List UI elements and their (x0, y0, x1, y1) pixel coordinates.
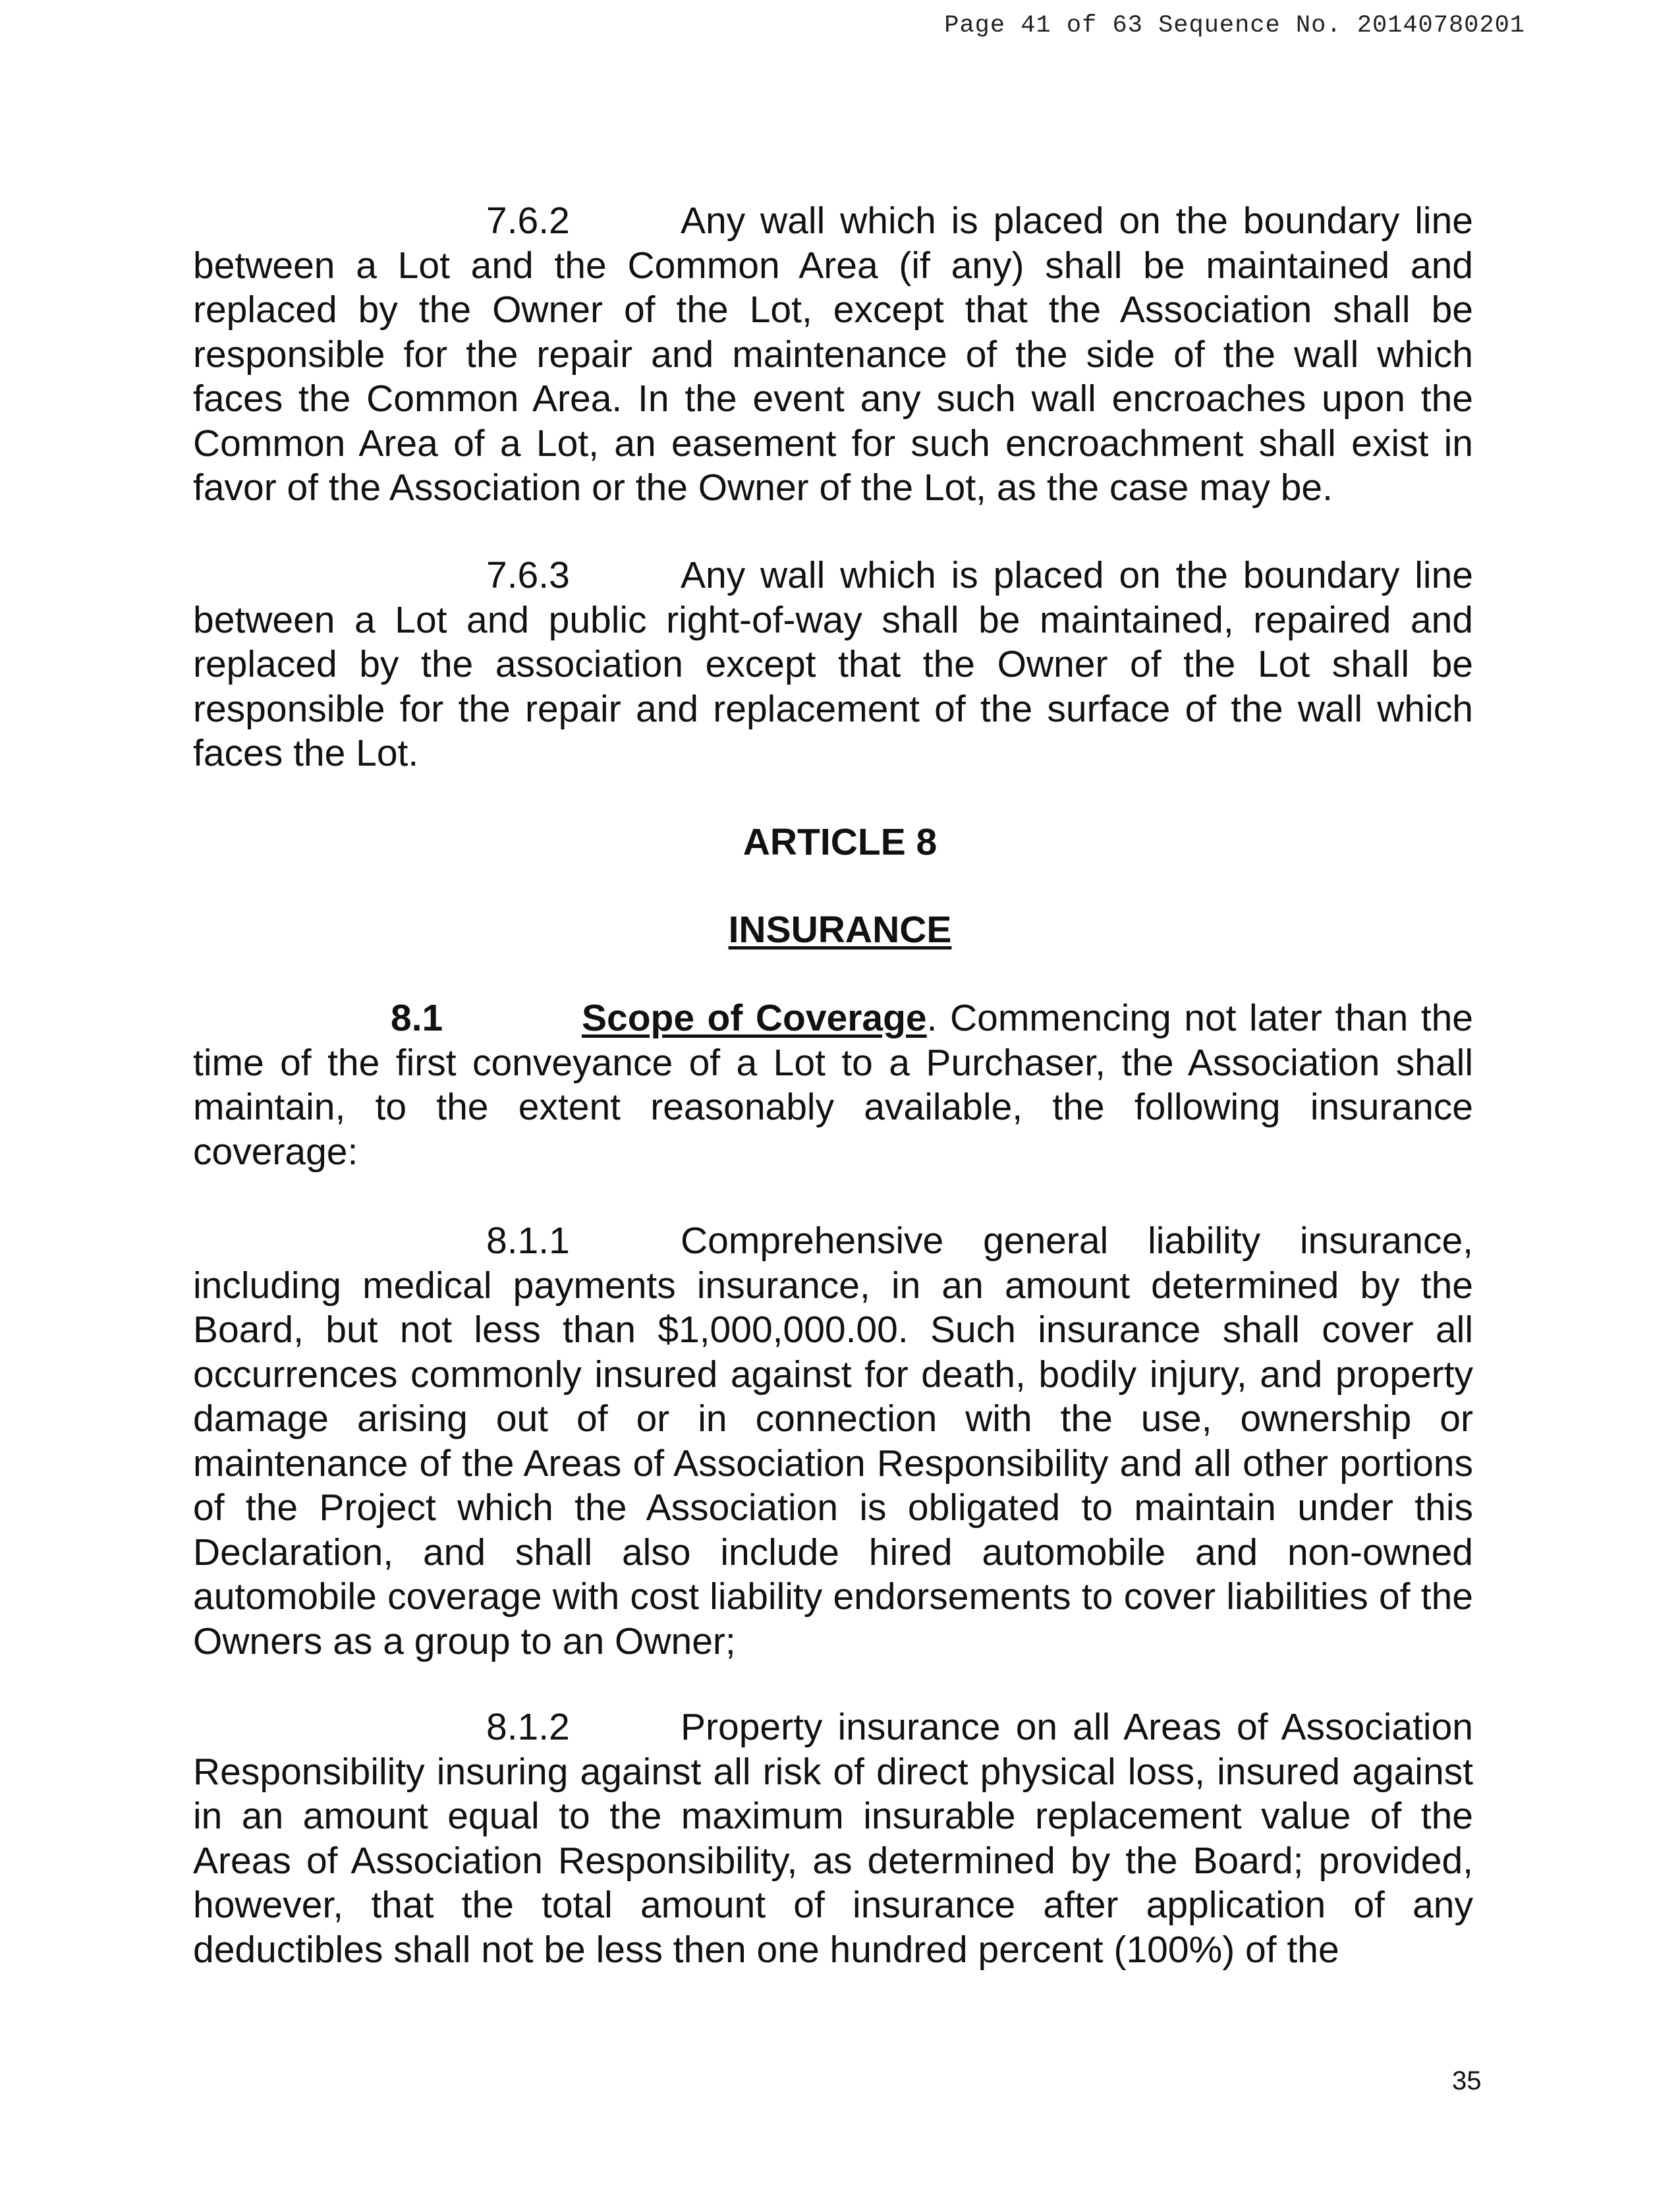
article-title: INSURANCE (728, 909, 952, 951)
paragraph-7-6-2 (193, 199, 1473, 511)
paragraph-text: Property insurance on all Areas of Association Responsibility insuring against all risk of direct physical loss, insured against in an amount equal to the maximum insurable replacement value of the Areas of Association Responsibility, as determined by the Board; provided, however, that the total amount of insurance after application of any deductibles shall not be less then one hundred percent (100%) of the (193, 1706, 1473, 1971)
paragraph-text: Any wall which is placed on the boundary line between a Lot and the Common Area (if any) shall be maintained and replaced by the Owner of the Lot, except that the Association shall be responsible for the repair and maintenance of the side of the wall which faces the Common Area. In the event any such wall encroaches upon the Common Area of a Lot, an easement for such encroachment shall exist in favor of the Association or the Owner of the Lot, as the case may be. (193, 200, 1473, 509)
section-number: 8.1 (391, 997, 443, 1039)
paragraph-text: Any wall which is placed on the boundary line between a Lot and public right-of-way shall be maintained, repaired and replaced by the association except that the Owner of the Lot shall be responsible for the repair and replacement of the surface of the wall which faces the Lot. (193, 554, 1473, 774)
paragraph-number: 7.6.3 (486, 554, 570, 596)
section-8-1 (193, 996, 1473, 1174)
paragraph-7-6-3 (193, 553, 1473, 776)
paragraph-text: Comprehensive general liability insurance, including medical payments insurance, in an amount determined by the Board, but not less than $1,000,000.00. Such insurance shall cover all occurrences commonly insured against for death, bodily injury, and property damage arising out of or in connection with the use, ownership or maintenance of the Areas of Association Responsibility and all other portions of the Project which the Association is obligated to maintain under this Declaration, and shall also include hired automobile and non-owned automobile coverage with cost liability endorsements to cover liabilities of the Owners as a group to an Owner; (193, 1220, 1473, 1662)
section-text: . Commencing not later than the time of the first conveyance of a Lot to a Purchaser, the Association shall maintain, to the extent reasonably available, the following insurance coverage: (193, 997, 1474, 1173)
section-title: Scope of Coverage (582, 997, 927, 1039)
paragraph-8-1-1 (193, 1219, 1473, 1664)
page-header: Page 41 of 63 Sequence No. 20140780201 (944, 12, 1525, 40)
page-number: 35 (1452, 2066, 1482, 2095)
paragraph-number: 8.1.2 (486, 1706, 570, 1748)
paragraph-number: 7.6.2 (486, 200, 570, 242)
paragraph-number: 8.1.1 (486, 1220, 570, 1262)
paragraph-8-1-2 (193, 1705, 1473, 1972)
article-heading: ARTICLE 8 (742, 821, 938, 863)
